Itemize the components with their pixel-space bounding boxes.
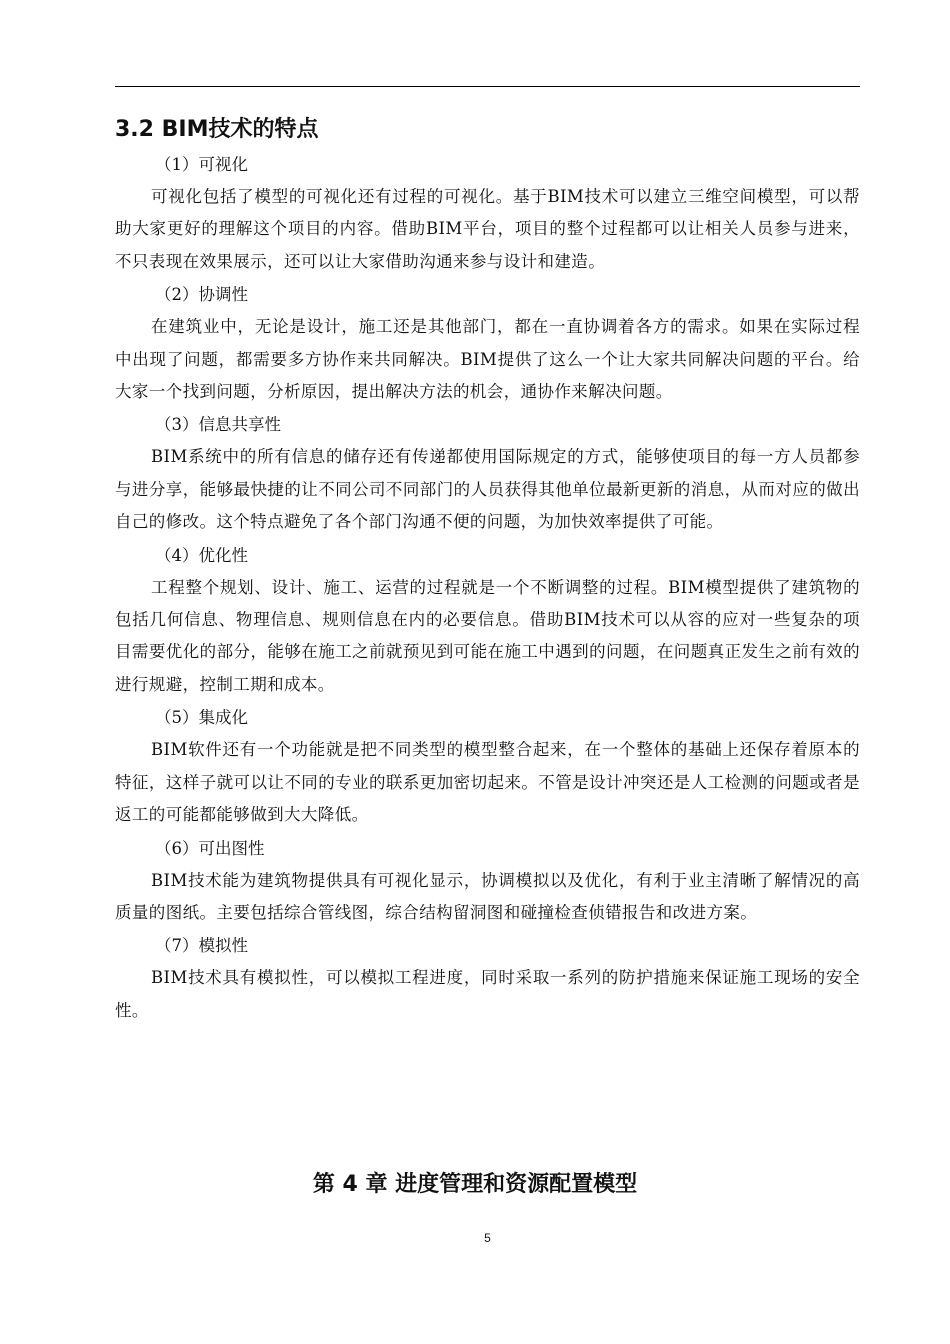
item-heading-information-sharing: （3）信息共享性 [155,415,281,435]
item-paragraph-simulation: BIM技术具有模拟性，可以模拟工程进度，同时采取一系列的防护措施来保证施工现场的安全性。 [115,968,860,1020]
item-paragraph-optimization: 工程整个规划、设计、施工、运营的过程就是一个不断调整的过程。BIM模型提供了建筑物的包括几何信息、物理信息、规则信息在内的必要信息。借助BIM技术可以从容的应对一些复杂的项目需要优化的部分，能够在施工之前就预见到可能在施工中遇到的问题，在问题真正发生之前有效的进行规避，控制工期和成本。 [115,577,860,694]
section-body [115,148,860,1027]
item-paragraph-visualization: 可视化包括了模型的可视化还有过程的可视化。基于BIM技术可以建立三维空间模型，可以帮助大家更好的理解这个项目的内容。借助BIM平台，项目的整个过程都可以让相关人员参与进来，不只表现在效果展示，还可以让大家借助沟通来参与设计和建造。 [115,187,860,271]
item-heading-visualization: （1）可视化 [155,155,248,174]
page-number: 5 [484,1231,491,1245]
item-heading-simulation: （7）模拟性 [155,936,248,956]
item-paragraph-drawing-output: BIM技术能为建筑物提供具有可视化显示，协调模拟以及优化，有利于业主清晰了解情况的高质量的图纸。主要包括综合管线图，综合结构留洞图和碰撞检查侦错报告和改进方案。 [115,870,860,922]
item-heading-integration: （5）集成化 [155,708,248,728]
section-title: 3.2 BIM技术的特点 [115,117,319,142]
item-heading-drawing-output: （6）可出图性 [155,838,265,858]
item-heading-coordination: （2）协调性 [155,285,248,305]
item-heading-optimization: （4）优化性 [155,545,248,565]
chapter-title: 第 4 章 进度管理和资源配置模型 [312,1172,638,1197]
header-rule [115,86,860,87]
item-paragraph-coordination: 在建筑业中，无论是设计，施工还是其他部门，都在一直协调着各方的需求。如果在实际过程中出现了问题，都需要多方协作来共同解决。BIM提供了这么一个让大家共同解决问题的平台。给大家一个找到问题，分析原因，提出解决方法的机会，通协作来解决问题。 [115,317,860,402]
item-paragraph-information-sharing: BIM系统中的所有信息的储存还有传递都使用国际规定的方式，能够使项目的每一方人员都参与进分享，能够最快捷的让不同公司不同部门的人员获得其他单位最新更新的消息，从而对应的做出自己的修改。这个特点避免了各个部门沟通不便的问题，为加快效率提供了可能。 [115,447,860,532]
item-paragraph-integration: BIM软件还有一个功能就是把不同类型的模型整合起来，在一个整体的基础上还保存着原本的特征，这样子就可以让不同的专业的联系更加密切起来。不管是设计冲突还是人工检测的问题或者是返工的可能都能够做到大大降低。 [115,740,860,825]
